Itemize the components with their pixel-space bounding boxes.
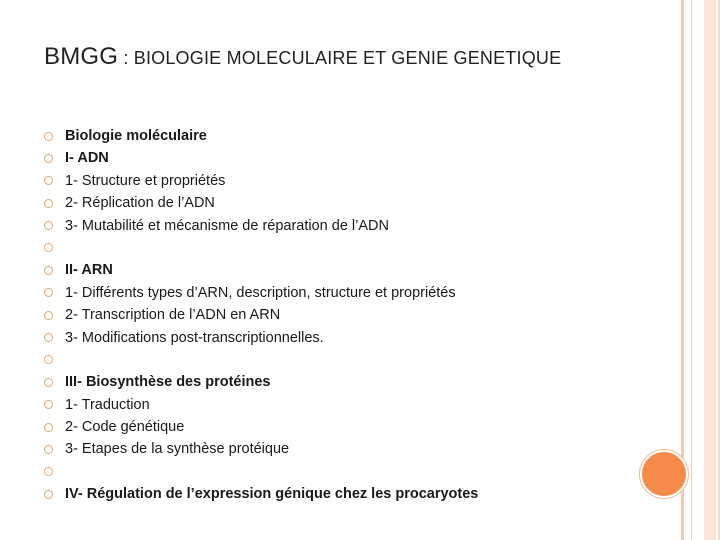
slide-title bbox=[44, 38, 644, 77]
bullet-circle-icon bbox=[44, 132, 53, 141]
bullet-circle-icon bbox=[44, 467, 53, 476]
list-item-text: 2- Transcription de l’ADN en ARN bbox=[65, 307, 281, 324]
bullet-circle-icon bbox=[44, 288, 53, 297]
list-item bbox=[44, 461, 478, 483]
list-item bbox=[44, 192, 478, 214]
list-item-text: 3- Mutabilité et mécanisme de réparation de l’ADN bbox=[65, 217, 389, 234]
bullet-circle-icon bbox=[44, 154, 53, 163]
bullet-circle-icon bbox=[44, 266, 53, 275]
list-item bbox=[44, 147, 478, 169]
decorative-border-line bbox=[691, 0, 692, 540]
list-item-text: IV- Régulation de l’expression génique chez les procaryotes bbox=[65, 486, 479, 503]
list-item bbox=[44, 438, 478, 460]
list-item bbox=[44, 237, 478, 259]
bullet-circle-icon bbox=[44, 221, 53, 230]
bullet-circle-icon bbox=[44, 199, 53, 208]
bullet-circle-icon bbox=[44, 243, 53, 252]
list-item bbox=[44, 304, 478, 326]
bullet-circle-icon bbox=[44, 311, 53, 320]
list-item-text: 3- Modifications post-transcriptionnelles. bbox=[65, 329, 324, 346]
title-prefix: BMGG bbox=[44, 43, 119, 70]
list-item-text: 1- Différents types d’ARN, description, structure et propriétés bbox=[65, 284, 456, 301]
list-item bbox=[44, 170, 478, 192]
list-item-text: II- ARN bbox=[65, 262, 113, 279]
list-item bbox=[44, 349, 478, 371]
list-item-text: 2- Code génétique bbox=[65, 419, 185, 436]
list-item-text: 2- Réplication de l’ADN bbox=[65, 195, 215, 212]
list-item-text: 1- Traduction bbox=[65, 396, 150, 413]
list-item-text: Biologie moléculaire bbox=[65, 128, 207, 144]
decorative-circle bbox=[640, 450, 688, 498]
list-item bbox=[44, 125, 478, 147]
bullet-list bbox=[44, 125, 478, 506]
bullet-circle-icon bbox=[44, 445, 53, 454]
title-rest: : BIOLOGIE MOLECULAIRE ET GENIE GENETIQUE bbox=[118, 48, 562, 68]
bullet-circle-icon bbox=[44, 333, 53, 342]
list-item bbox=[44, 327, 478, 349]
list-item-text: I- ADN bbox=[65, 150, 109, 167]
list-item bbox=[44, 394, 478, 416]
list-item bbox=[44, 416, 478, 438]
list-item bbox=[44, 483, 478, 505]
list-item-text: 1- Structure et propriétés bbox=[65, 172, 226, 189]
decorative-border-band bbox=[704, 0, 716, 540]
bullet-circle-icon bbox=[44, 355, 53, 364]
list-item bbox=[44, 282, 478, 304]
bullet-circle-icon bbox=[44, 378, 53, 387]
list-item bbox=[44, 215, 478, 237]
list-item-text: III- Biosynthèse des protéines bbox=[65, 374, 271, 391]
bullet-circle-icon bbox=[44, 400, 53, 409]
bullet-circle-icon bbox=[44, 490, 53, 499]
list-item bbox=[44, 259, 478, 281]
bullet-circle-icon bbox=[44, 423, 53, 432]
list-item bbox=[44, 371, 478, 393]
bullet-circle-icon bbox=[44, 176, 53, 185]
list-item-text: 3- Etapes de la synthèse protéique bbox=[65, 441, 290, 458]
